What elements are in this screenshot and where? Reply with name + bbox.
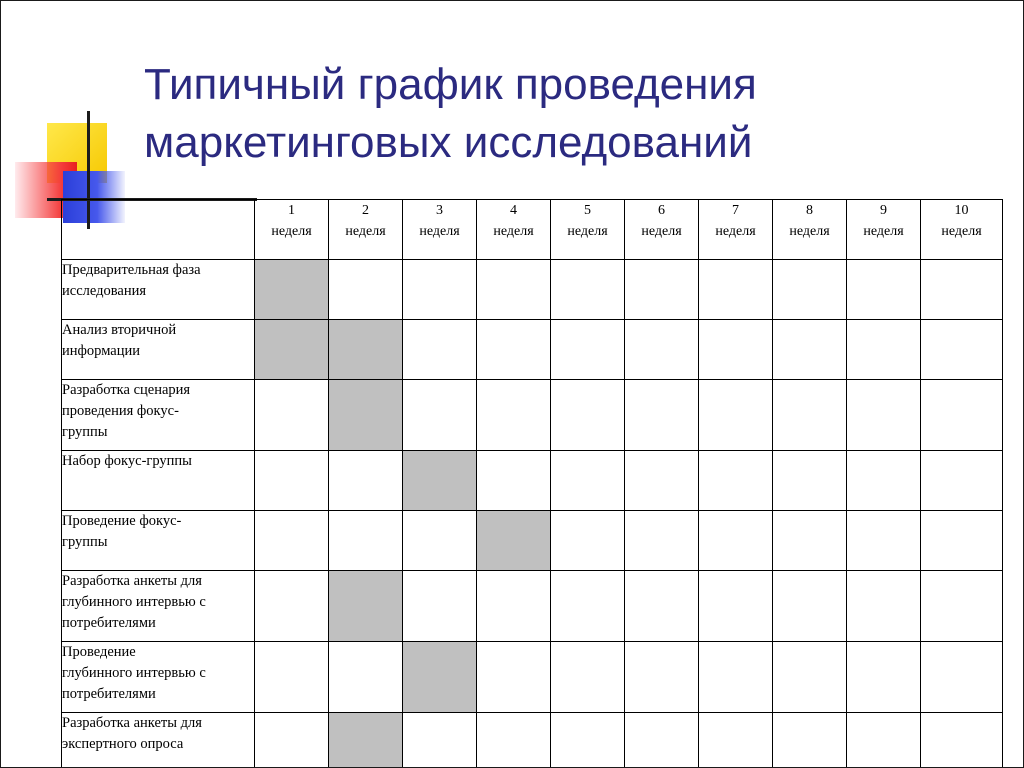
table-row (62, 380, 1003, 451)
task-label (62, 511, 255, 571)
week-header-3 (403, 200, 477, 260)
task-label-line: Анализ вторичной (62, 322, 177, 338)
week-header-1 (255, 200, 329, 260)
task-label-line: Разработка сценария (62, 382, 191, 398)
schedule-cell (403, 320, 477, 380)
schedule-cell (551, 380, 625, 451)
schedule-cell (847, 511, 921, 571)
week-number: 5 (584, 203, 591, 218)
task-label-line: проведения фокус- (62, 403, 179, 419)
week-header-6 (625, 200, 699, 260)
schedule-cell (329, 260, 403, 320)
schedule-cell (255, 571, 329, 642)
schedule-cell (699, 451, 773, 511)
schedule-cell (699, 642, 773, 713)
schedule-cell (329, 511, 403, 571)
schedule-cell (625, 380, 699, 451)
task-label (62, 642, 255, 713)
schedule-cell (551, 511, 625, 571)
schedule-cell (477, 642, 551, 713)
schedule-cell (847, 451, 921, 511)
schedule-cell (477, 260, 551, 320)
week-unit: неделя (567, 224, 608, 239)
schedule-cell-active (329, 320, 403, 380)
week-header-8 (773, 200, 847, 260)
table-row (62, 571, 1003, 642)
schedule-cell (921, 571, 1003, 642)
week-unit: неделя (419, 224, 460, 239)
table-row (62, 260, 1003, 320)
schedule-cell (255, 380, 329, 451)
schedule-cell (921, 642, 1003, 713)
task-label-line: Проведение фокус- (62, 513, 182, 529)
schedule-cell (551, 320, 625, 380)
schedule-cell-active (255, 260, 329, 320)
table-body (62, 260, 1003, 768)
task-label (62, 713, 255, 768)
schedule-cell (625, 571, 699, 642)
schedule-cell (329, 451, 403, 511)
task-label (62, 380, 255, 451)
task-label (62, 320, 255, 380)
week-header-5 (551, 200, 625, 260)
schedule-cell (625, 713, 699, 768)
schedule-cell (625, 320, 699, 380)
schedule-cell-active (255, 320, 329, 380)
week-header-4 (477, 200, 551, 260)
week-number: 8 (806, 203, 813, 218)
table-row (62, 451, 1003, 511)
week-header-7 (699, 200, 773, 260)
schedule-cell (625, 511, 699, 571)
schedule-cell (699, 320, 773, 380)
schedule-cell-active (403, 642, 477, 713)
week-header-9 (847, 200, 921, 260)
week-unit: неделя (863, 224, 904, 239)
schedule-cell (847, 260, 921, 320)
schedule-cell (477, 451, 551, 511)
schedule-cell (773, 713, 847, 768)
table-row (62, 511, 1003, 571)
week-number: 6 (658, 203, 665, 218)
schedule-cell (403, 511, 477, 571)
schedule-cell (255, 511, 329, 571)
slide-title-line-1: Типичный график проведения (144, 60, 757, 109)
schedule-cell (403, 260, 477, 320)
task-label (62, 451, 255, 511)
schedule-cell (921, 380, 1003, 451)
task-label-line: Предварительная фаза (62, 262, 201, 278)
week-header-10 (921, 200, 1003, 260)
task-label-line: потребителями (62, 686, 156, 702)
schedule-cell (773, 380, 847, 451)
schedule-cell (255, 642, 329, 713)
schedule-cell (847, 380, 921, 451)
schedule-cell (773, 451, 847, 511)
schedule-cell-active (329, 713, 403, 768)
week-unit: неделя (493, 224, 534, 239)
schedule-cell (773, 642, 847, 713)
table-row (62, 642, 1003, 713)
task-label-line: группы (62, 534, 108, 550)
schedule-cell (699, 571, 773, 642)
schedule-cell-active (477, 511, 551, 571)
schedule-cell (625, 451, 699, 511)
schedule-cell (477, 571, 551, 642)
schedule-cell (699, 260, 773, 320)
week-number: 2 (362, 203, 369, 218)
task-label (62, 571, 255, 642)
schedule-cell (329, 642, 403, 713)
schedule-cell (551, 451, 625, 511)
schedule-cell (477, 713, 551, 768)
schedule-cell (847, 713, 921, 768)
week-unit: неделя (271, 224, 312, 239)
schedule-cell-active (329, 571, 403, 642)
task-label-line: потребителями (62, 615, 156, 631)
schedule-cell (403, 571, 477, 642)
schedule-cell (773, 571, 847, 642)
week-number: 4 (510, 203, 517, 218)
task-label (62, 260, 255, 320)
corner-cell (62, 200, 255, 260)
week-unit: неделя (789, 224, 830, 239)
table-header-row (62, 200, 1003, 260)
task-label-line: Разработка анкеты для (62, 715, 202, 731)
week-number: 1 (288, 203, 295, 218)
schedule-cell (921, 511, 1003, 571)
schedule-cell (847, 320, 921, 380)
task-label-line: глубинного интервью с (62, 665, 206, 681)
week-unit: неделя (941, 224, 982, 239)
task-label-line: группы (62, 424, 108, 440)
schedule-cell (477, 320, 551, 380)
schedule-cell (699, 713, 773, 768)
schedule-cell (255, 451, 329, 511)
schedule-cell (773, 320, 847, 380)
task-label-line: Набор фокус-группы (62, 453, 192, 469)
schedule-table (61, 199, 1003, 768)
slide-title-line-2: маркетинговых исследований (144, 118, 753, 167)
task-label-line: экспертного опроса (62, 736, 184, 752)
week-unit: неделя (715, 224, 756, 239)
schedule-cell (847, 571, 921, 642)
slide-title (144, 56, 1004, 172)
schedule-cell (773, 260, 847, 320)
schedule-cell (625, 260, 699, 320)
task-label-line: информации (62, 343, 140, 359)
week-number: 3 (436, 203, 443, 218)
week-header-2 (329, 200, 403, 260)
task-label-line: исследования (62, 283, 147, 299)
schedule-cell (255, 713, 329, 768)
table-row (62, 713, 1003, 768)
schedule-cell (403, 380, 477, 451)
schedule-cell (551, 642, 625, 713)
schedule-cell-active (403, 451, 477, 511)
task-label-line: глубинного интервью с (62, 594, 206, 610)
schedule-cell (551, 260, 625, 320)
task-label-line: Проведение (62, 644, 136, 660)
table-row (62, 320, 1003, 380)
week-number: 7 (732, 203, 739, 218)
schedule-cell (921, 451, 1003, 511)
schedule-cell (847, 642, 921, 713)
week-unit: неделя (641, 224, 682, 239)
schedule-cell-active (329, 380, 403, 451)
schedule-cell (551, 713, 625, 768)
week-number: 10 (954, 203, 969, 218)
task-label-line: Разработка анкеты для (62, 573, 202, 589)
schedule-cell (921, 713, 1003, 768)
schedule-cell (403, 713, 477, 768)
week-number: 9 (880, 203, 887, 218)
schedule-cell (551, 571, 625, 642)
week-unit: неделя (345, 224, 386, 239)
schedule-cell (773, 511, 847, 571)
schedule-cell (699, 511, 773, 571)
schedule-cell (477, 380, 551, 451)
schedule-cell (921, 320, 1003, 380)
schedule-cell (699, 380, 773, 451)
schedule-cell (625, 642, 699, 713)
schedule-cell (921, 260, 1003, 320)
